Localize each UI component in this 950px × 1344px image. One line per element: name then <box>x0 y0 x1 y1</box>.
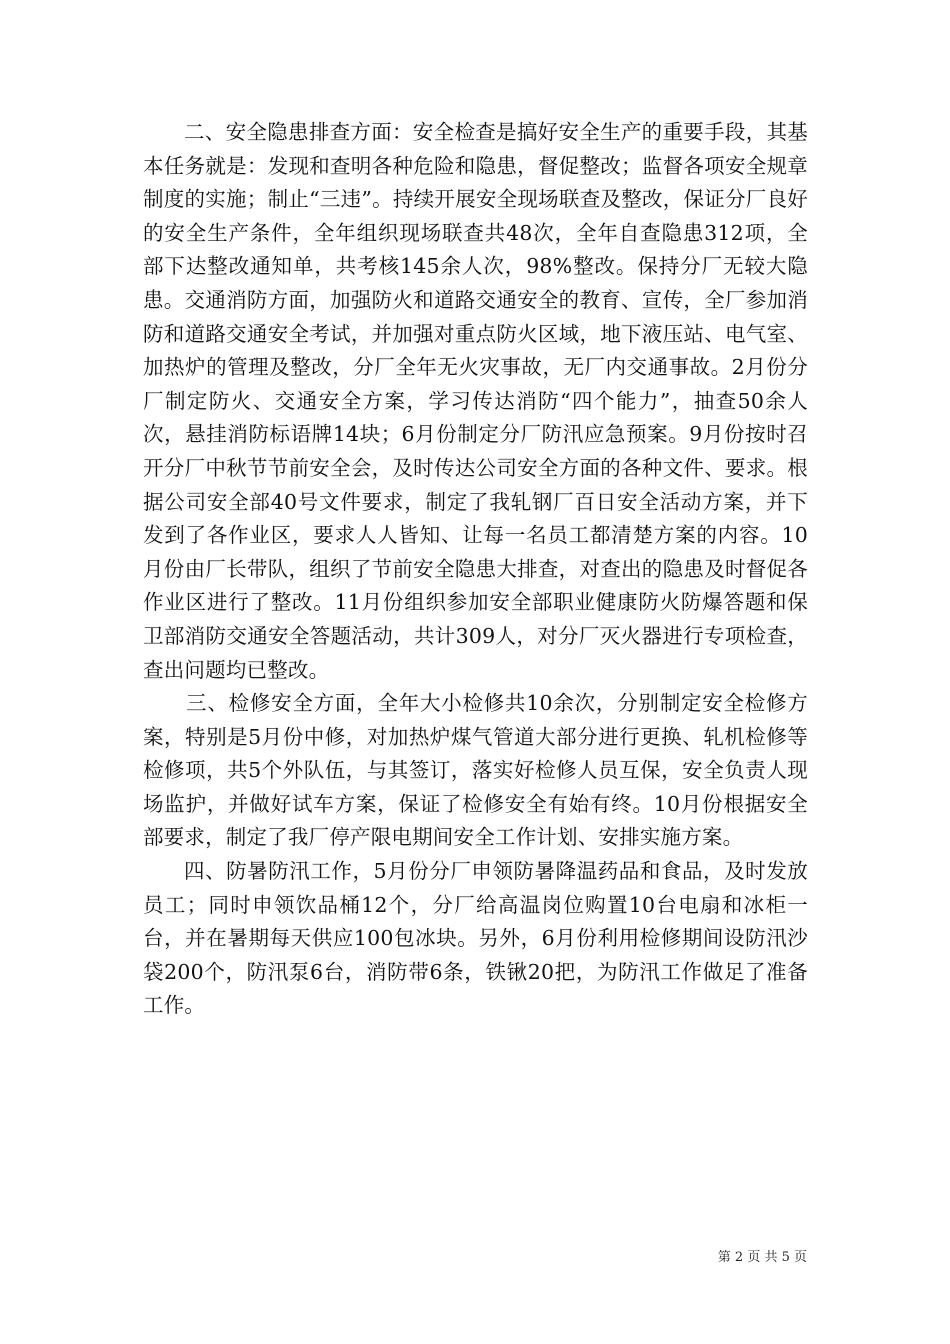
paragraph-heat-flood-prevention: 四、防暑防汛工作，5月份分厂申领防暑降温药品和食品，及时发放员工；同时申领饮品桶12个，分厂给高温岗位购置10台电扇和冰柜一台，并在暑期每天供应100包冰块。另外，6月份利用检修期间设防汛沙袋200个，防汛泵6台，消防带6条，铁锹20把，为防汛工作做足了准备工作。 <box>143 859 808 1018</box>
page-number-footer: 第 2 页 共 5 页 <box>717 1250 807 1265</box>
paragraph-maintenance-safety: 三、检修安全方面，全年大小检修共10余次，分别制定安全检修方案，特别是5月份中修，对加热炉煤气管道大部分进行更换、轧机检修等检修项，共5个外队伍，与其签订，落实好检修人员互保，安全负责人现场监护，并做好试车方案，保证了检修安全有始有终。10月份根据安全部要求，制定了我厂停产限电期间安全工作计划、安排实施方案。 <box>143 691 808 850</box>
paragraph-safety-hazard-inspection: 二、安全隐患排查方面：安全检查是搞好安全生产的重要手段，其基本任务就是：发现和查明各种危险和隐患，督促整改；监督各项安全规章制度的实施；制止“三违”。持续开展安全现场联查及整改，保证分厂良好的安全生产条件，全年组织现场联查共48次，全年自查隐患312项，全部下达整改通知单，共考核145余人次，98%整改。保持分厂无较大隐患。交通消防方面，加强防火和道路交通安全的教育、宣传，全厂参加消防和道路交通安全考试，并加强对重点防火区域，地下液压站、电气室、加热炉的管理及整改，分厂全年无火灾事故，无厂内交通事故。2月份分厂制定防火、交通安全方案，学习传达消防“四个能力”，抽查50余人次，悬挂消防标语牌14块；6月份制定分厂防汛应急预案。9月份按时召开分厂中秋节节前安全会，及时传达公司安全方面的各种文件、要求。根据公司安全部40号文件要求，制定了我轧钢厂百日安全活动方案，并下发到了各作业区，要求人人皆知、让每一名员工都清楚方案的内容。10月份由厂长带队，组织了节前安全隐患大排查，对查出的隐患及时督促各作业区进行了整改。11月份组织参加安全部职业健康防火防爆答题和保卫部消防交通安全答题活动，共计309人，对分厂灭火器进行专项检查，查出问题均已整改。 <box>143 120 808 682</box>
document-body <box>143 116 808 1023</box>
